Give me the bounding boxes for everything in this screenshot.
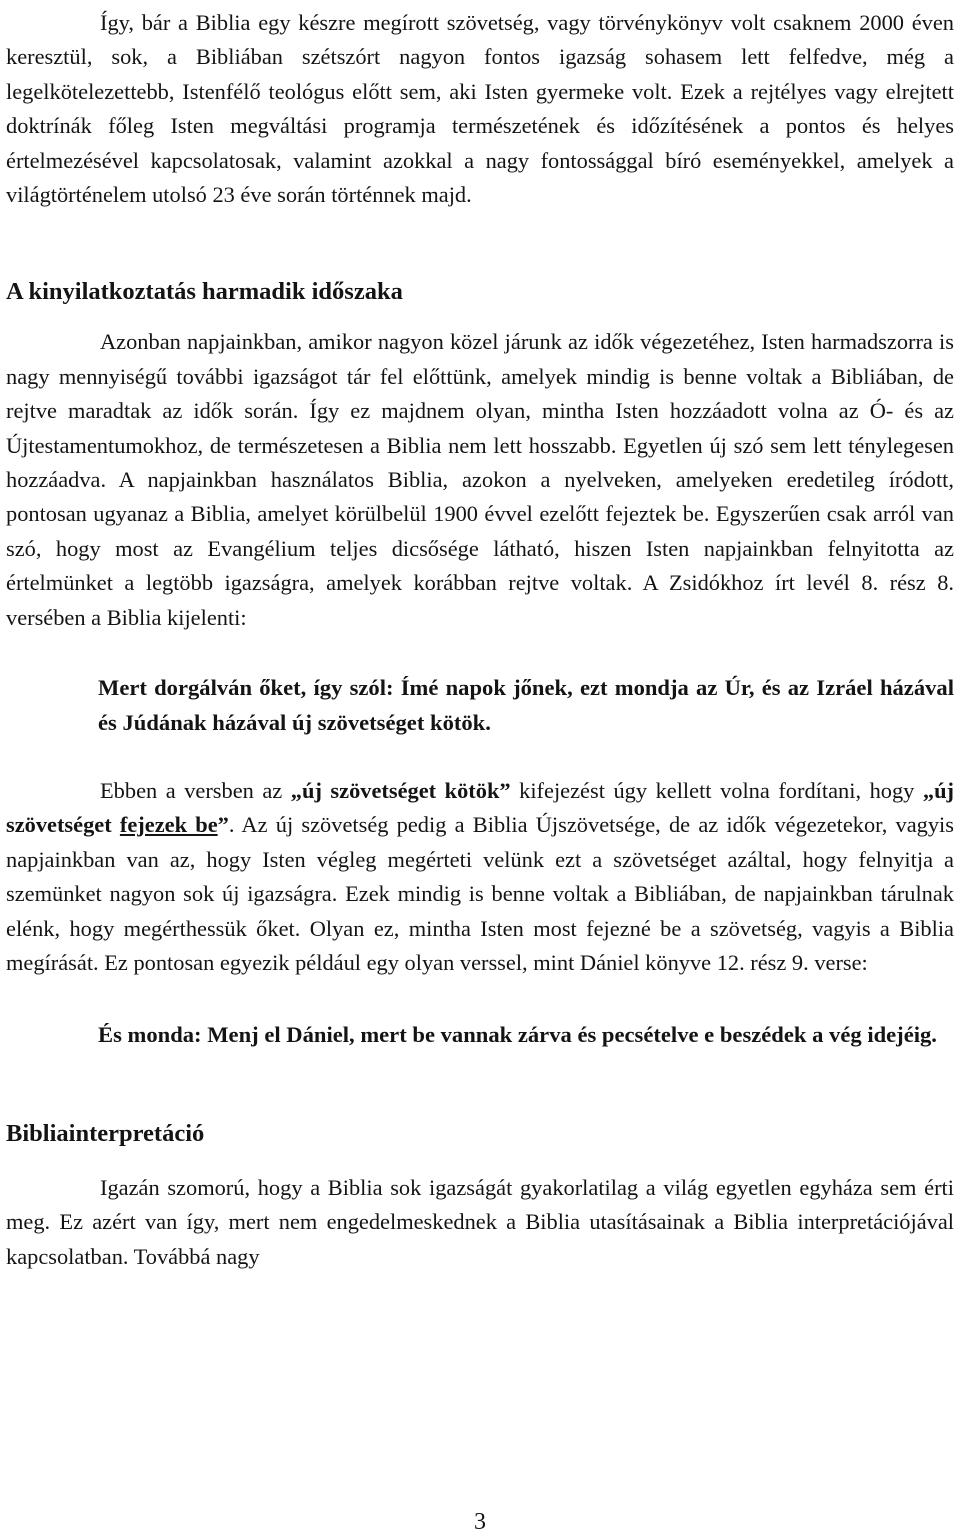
paragraph-3-text-c: . Az új szövetség pedig a Biblia Újszövetsége, de az idők végezetekor, vagyis napjainkban van az, hogy Isten végleg megérteti velünk ezt a szövetséget azáltal, hogy felnyitja a szemünket nagyon sok új igazságra. Ezek mindig is benne voltak a Bibliában, de napjainkban tárulnak elénk, hogy megérthessük őket. Olyan ez, mintha Isten most fejezné be a szövetség, vagyis a Biblia megírását. Ez pontosan egyezik például egy olyan verssel, mint Dániel könyve 12. rész 9. verse: bbox=[6, 812, 954, 975]
phrase-new-covenant: „új szövetséget kötök” bbox=[290, 777, 511, 803]
paragraph-3-text-a: Ebben a versben az bbox=[100, 777, 291, 803]
paragraph-4: Igazán szomorú, hogy a Biblia sok igazságát gyakorlatilag a világ egyetlen egyháza sem érti meg. Ez azért van így, mert nem engedelmeskednek a Biblia utasításainak a Biblia interpretációjával kapcsolatban. Továbbá nagy bbox=[6, 1174, 954, 1269]
paragraph-3 bbox=[6, 774, 954, 980]
paragraph-1: Így, bár a Biblia egy készre megírott szövetség, vagy törvénykönyv volt csaknem 2000 éven keresztül, sok, a Bibliában szétszórt nagyon fontos igazság sohasem lett felfedve, még a legelkötelezettebb, Istenfélő teológus előtt sem, aki Isten gyermeke volt. Ezek a rejtélyes vagy elrejtett doktrínák főleg Isten megváltási programja természetének és időzítésének a pontos és helyes értelmezésével kapcsolatosak, valamint azokkal a nagy fontossággal bíró eseményekkel, amelyek a világtörténelem utolsó 23 éve során történnek majd. bbox=[6, 10, 954, 208]
quote-hebrews: Mert dorgálván őket, így szól: Ímé napok jőnek, ezt mondja az Úr, és az Izráel házával és Júdának házával új szövetséget kötök. bbox=[98, 675, 954, 735]
quote-daniel: És monda: Menj el Dániel, mert be vannak zárva és pecsételve e beszédek a vég idejéig. bbox=[98, 1022, 937, 1048]
heading-third-period: A kinyilatkoztatás harmadik időszaka bbox=[6, 278, 403, 306]
paragraph-3-text-b: kifejezést úgy kellett volna fordítani, hogy bbox=[510, 777, 923, 803]
paragraph-2: Azonban napjainkban, amikor nagyon közel járunk az idők végezetéhez, Isten harmadszorra is nagy mennyiségű további igazságot tár fel előttünk, amelyek mindig is benne voltak a Bibliában, de rejtve maradtak az idők során. Így ez majdnem olyan, mintha Isten hozzáadott volna az Ó- és az Újtestamentumokhoz, de természetesen a Biblia nem lett hosszabb. Egyetlen új szó sem lett ténylegesen hozzáadva. A napjainkban használatos Biblia, azokon a nyelveken, amelyeken eredetileg íródott, pontosan ugyanaz a Biblia, amelyet körülbelül 1900 évvel ezelőtt fejeztek be. Egyszerűen csak arról van szó, hogy most az Evangélium teljes dicsősége látható, hiszen Isten napjainkban felnyitotta az értelmünket a legtöbb igazságra, amelyek korábban rejtve voltak. A Zsidókhoz írt levél 8. rész 8. versében a Biblia kijelenti: bbox=[6, 329, 954, 630]
phrase-underlined: fejezek be bbox=[119, 812, 218, 838]
phrase-part-a: „új szövetséget bbox=[6, 777, 954, 838]
phrase-close-quote: ” bbox=[217, 812, 229, 838]
heading-bible-interpretation: Bibliainterpretáció bbox=[6, 1119, 205, 1147]
page-number: 3 bbox=[474, 1509, 486, 1535]
document-page bbox=[6, 0, 954, 1274]
